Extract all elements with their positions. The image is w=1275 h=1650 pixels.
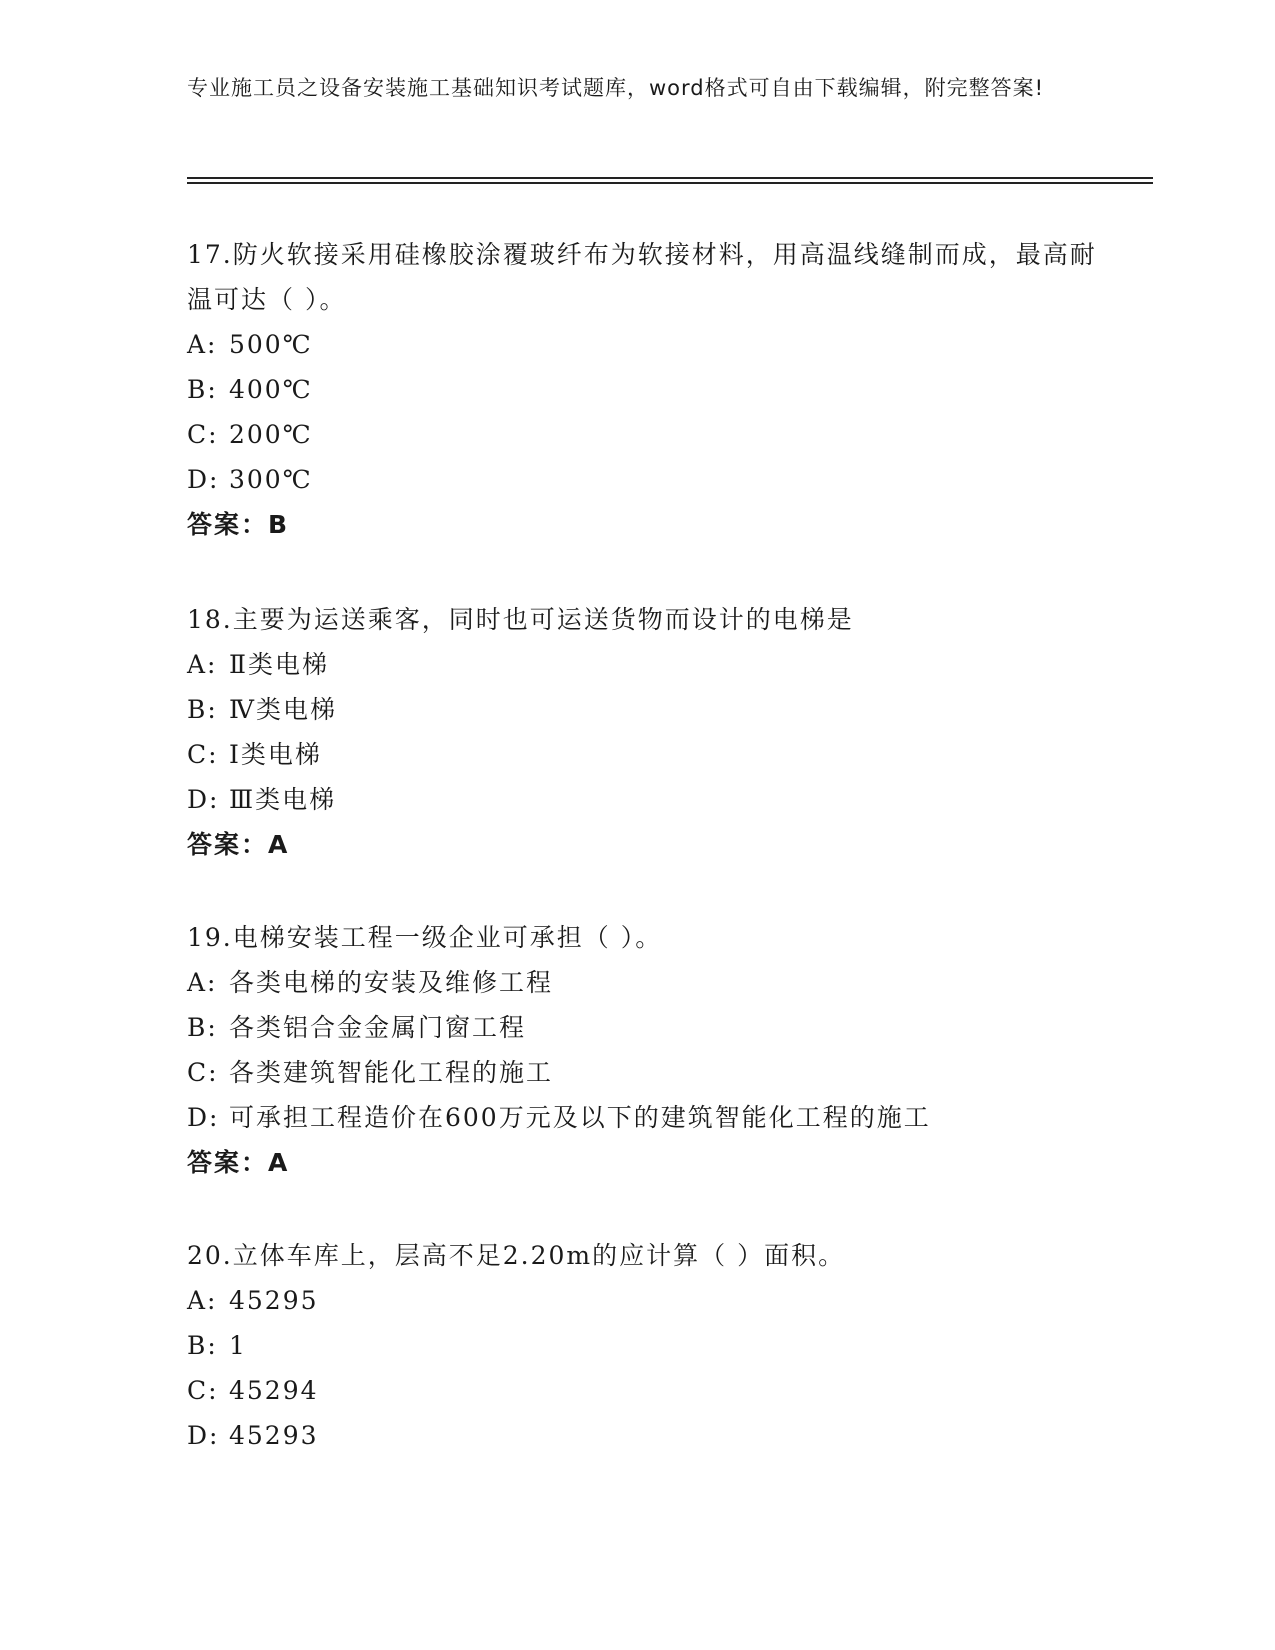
- option-d: [187, 1413, 1107, 1458]
- option-b: [187, 687, 1107, 732]
- option-c: [187, 732, 1107, 777]
- option-d: [187, 777, 1107, 822]
- option-a: [187, 642, 1107, 687]
- question-title: 19.电梯安装工程一级企业可承担（ ）。: [187, 923, 663, 952]
- option-letter: A:: [187, 1286, 218, 1315]
- option-letter: D:: [187, 465, 220, 494]
- option-c: [187, 1050, 1107, 1095]
- option-text: 45295: [229, 1286, 319, 1315]
- header-divider-bottom: [187, 182, 1153, 184]
- option-a: [187, 322, 1107, 367]
- answer-line: 答案：A: [187, 830, 290, 859]
- option-letter: A:: [187, 968, 218, 997]
- option-letter: D:: [187, 1421, 220, 1450]
- option-text: 45293: [229, 1421, 319, 1450]
- question-title: 20.立体车库上，层高不足2.20m的应计算（ ）面积。: [187, 1241, 846, 1270]
- option-letter: C:: [187, 1376, 219, 1405]
- option-b: [187, 1323, 1107, 1368]
- option-letter: D:: [187, 1103, 220, 1132]
- question-title: 17.防火软接采用硅橡胶涂覆玻纤布为软接材料，用高温线缝制而成，最高耐温可达（ ）。: [187, 240, 1097, 314]
- option-b: [187, 1005, 1107, 1050]
- option-text: 各类电梯的安装及维修工程: [229, 968, 554, 997]
- option-c: [187, 1368, 1107, 1413]
- option-d: [187, 457, 1107, 502]
- question-19: [187, 915, 1107, 1185]
- option-text: Ⅱ类电梯: [229, 650, 329, 679]
- option-letter: B:: [187, 695, 218, 724]
- option-text: 可承担工程造价在600万元及以下的建筑智能化工程的施工: [229, 1103, 931, 1132]
- option-letter: B:: [187, 375, 218, 404]
- option-text: 200℃: [229, 420, 313, 449]
- option-text: 300℃: [229, 465, 313, 494]
- option-text: 1: [229, 1331, 247, 1360]
- option-text: 各类建筑智能化工程的施工: [229, 1058, 554, 1087]
- option-letter: C:: [187, 740, 219, 769]
- option-text: 各类铝合金金属门窗工程: [229, 1013, 527, 1042]
- option-b: [187, 367, 1107, 412]
- option-text: Ⅳ类电梯: [229, 695, 337, 724]
- option-text: Ⅰ类电梯: [229, 740, 322, 769]
- option-c: [187, 412, 1107, 457]
- option-letter: D:: [187, 785, 220, 814]
- option-d: [187, 1095, 1107, 1140]
- option-text: 500℃: [229, 330, 313, 359]
- document-header: 专业施工员之设备安装施工基础知识考试题库，word格式可自由下载编辑，附完整答案!: [187, 76, 1045, 100]
- question-18: [187, 597, 1107, 867]
- option-a: [187, 1278, 1107, 1323]
- option-letter: C:: [187, 420, 219, 449]
- option-text: 45294: [229, 1376, 319, 1405]
- answer-line: 答案：B: [187, 510, 290, 539]
- option-text: 400℃: [229, 375, 313, 404]
- answer-line: 答案：A: [187, 1148, 290, 1177]
- option-letter: A:: [187, 330, 218, 359]
- question-20: [187, 1233, 1107, 1458]
- option-letter: B:: [187, 1331, 218, 1360]
- question-17: [187, 232, 1107, 547]
- option-letter: A:: [187, 650, 218, 679]
- option-text: Ⅲ类电梯: [229, 785, 337, 814]
- option-letter: B:: [187, 1013, 218, 1042]
- option-a: [187, 960, 1107, 1005]
- question-title: 18.主要为运送乘客，同时也可运送货物而设计的电梯是: [187, 605, 854, 634]
- option-letter: C:: [187, 1058, 219, 1087]
- header-divider-top: [187, 177, 1153, 179]
